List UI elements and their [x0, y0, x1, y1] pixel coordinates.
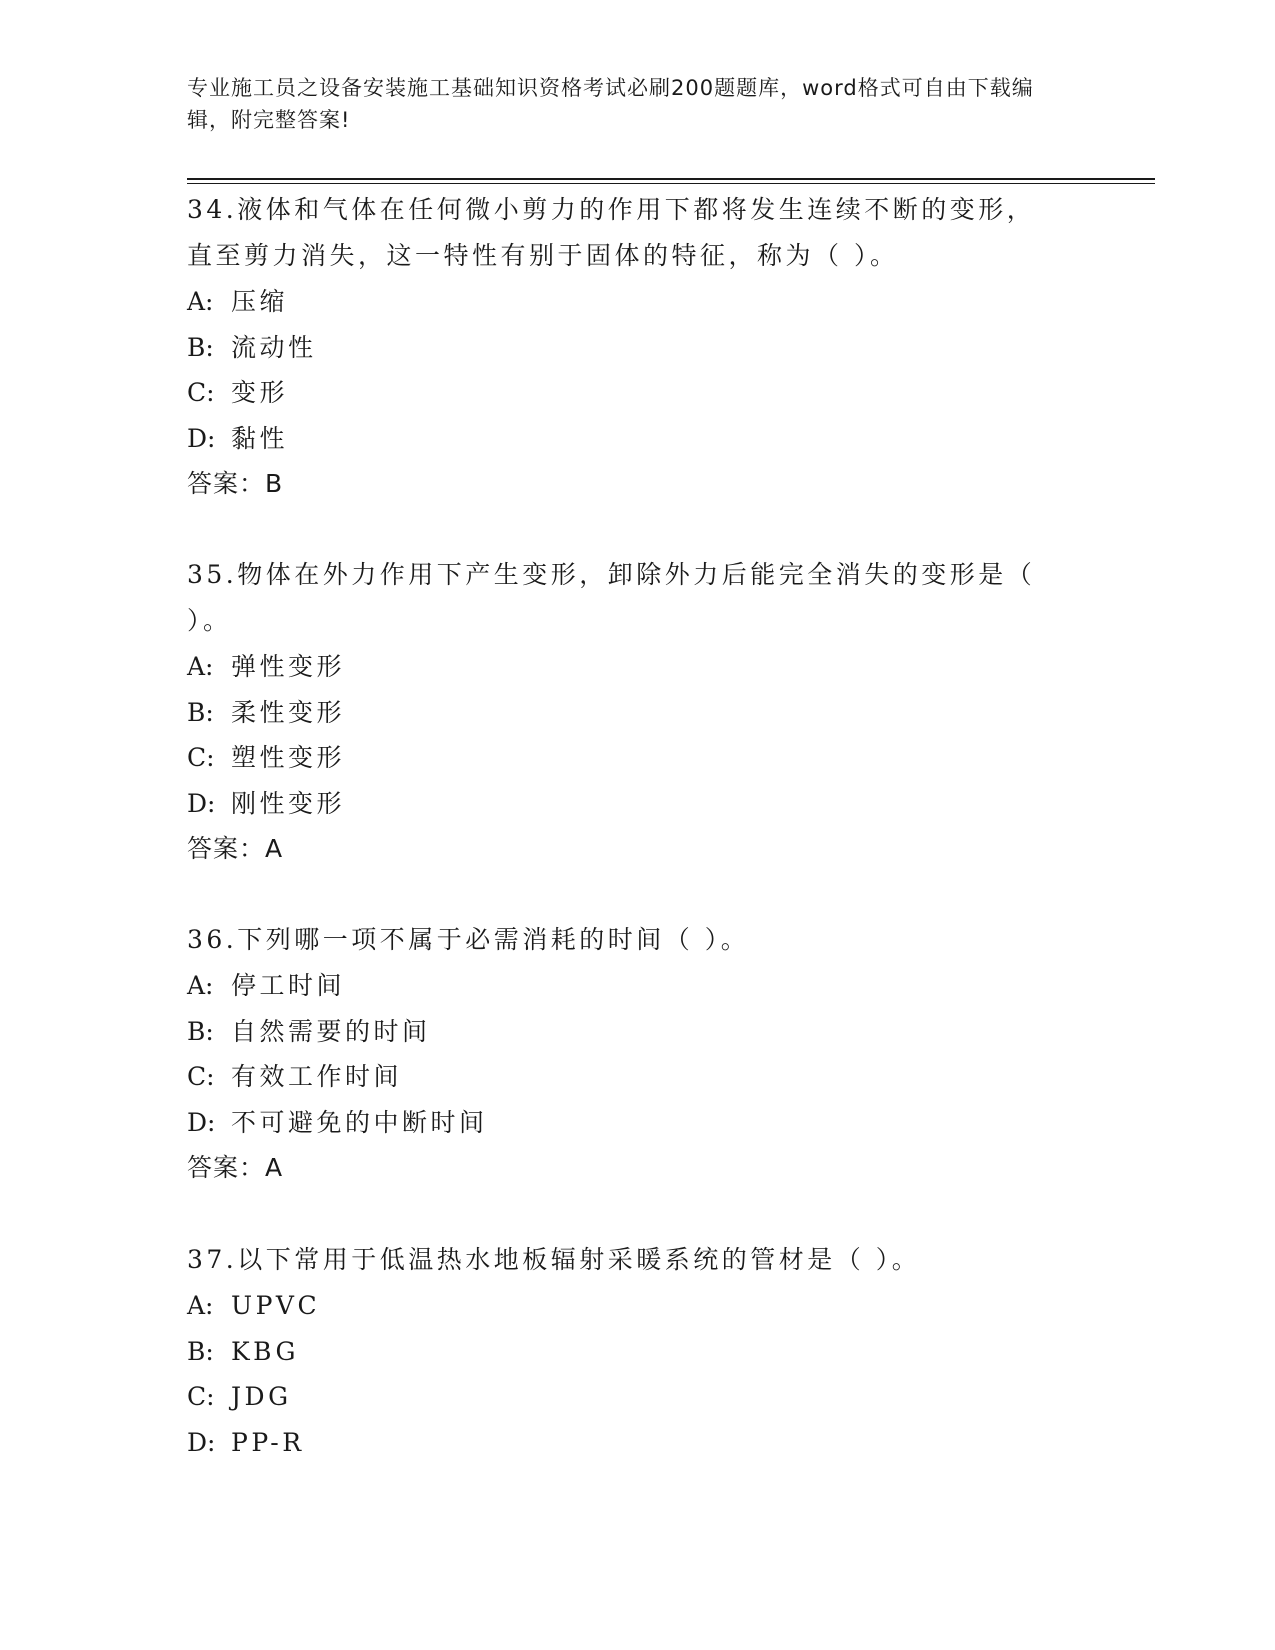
- option-text: 黏性: [231, 423, 289, 453]
- option-letter: B:: [187, 1336, 214, 1366]
- option-text: 弹性变形: [231, 652, 346, 681]
- option-text: 刚性变形: [231, 788, 346, 818]
- answer: 答案：A: [187, 834, 284, 863]
- option-a: [187, 644, 1087, 690]
- option-text: 压缩: [231, 287, 289, 316]
- option-letter: B:: [187, 332, 214, 362]
- option-letter: A:: [187, 971, 214, 1000]
- option-b: [187, 1009, 1087, 1055]
- option-text: 停工时间: [231, 971, 346, 1000]
- option-b: [187, 325, 1087, 371]
- option-text: 变形: [231, 378, 289, 407]
- option-letter: C:: [187, 1382, 215, 1411]
- option-letter: C:: [187, 743, 215, 772]
- option-text: KBG: [231, 1336, 299, 1366]
- question-stem: 37.以下常用于低温热水地板辐射采暖系统的管材是（ ）。: [187, 1245, 921, 1274]
- question-36: [187, 917, 1087, 1191]
- option-c: [187, 1374, 1087, 1420]
- option-c: [187, 1054, 1087, 1100]
- option-a: [187, 279, 1087, 325]
- document-header: 专业施工员之设备安装施工基础知识资格考试必刷200题题库，word格式可自由下载编辑，附完整答案!: [187, 76, 1034, 132]
- option-letter: C:: [187, 378, 215, 407]
- option-text: 柔性变形: [231, 697, 346, 727]
- option-c: [187, 370, 1087, 416]
- option-letter: B:: [187, 1016, 214, 1046]
- question-37: [187, 1237, 1087, 1465]
- question-stem: 36.下列哪一项不属于必需消耗的时间（ ）。: [187, 925, 750, 954]
- option-a: [187, 963, 1087, 1009]
- question-stem: 34.液体和气体在任何微小剪力的作用下都将发生连续不断的变形，直至剪力消失，这一特性有别于固体的特征，称为（ ）。: [187, 195, 1036, 270]
- option-d: [187, 416, 1087, 462]
- option-text: 自然需要的时间: [231, 1016, 431, 1046]
- option-letter: B:: [187, 697, 214, 727]
- answer: 答案：B: [187, 469, 284, 498]
- option-letter: D:: [187, 1427, 216, 1457]
- option-text: JDG: [231, 1382, 292, 1411]
- question-35: [187, 552, 1087, 872]
- option-d: [187, 1420, 1087, 1466]
- header-divider-bottom: [187, 183, 1155, 184]
- option-letter: A:: [187, 287, 214, 316]
- option-text: 有效工作时间: [231, 1062, 403, 1091]
- option-a: [187, 1283, 1087, 1329]
- option-text: 塑性变形: [231, 743, 346, 772]
- option-text: PP-R: [231, 1427, 305, 1457]
- option-b: [187, 690, 1087, 736]
- option-letter: A:: [187, 652, 214, 681]
- question-34: [187, 187, 1087, 507]
- option-d: [187, 781, 1087, 827]
- option-letter: C:: [187, 1062, 215, 1091]
- option-letter: A:: [187, 1291, 214, 1320]
- answer: 答案：A: [187, 1153, 284, 1182]
- question-stem: 35.物体在外力作用下产生变形，卸除外力后能完全消失的变形是（ ）。: [187, 560, 1036, 635]
- option-letter: D:: [187, 423, 216, 453]
- option-letter: D:: [187, 788, 216, 818]
- option-d: [187, 1100, 1087, 1146]
- option-text: 不可避免的中断时间: [231, 1107, 488, 1137]
- option-c: [187, 735, 1087, 781]
- option-text: 流动性: [231, 332, 317, 362]
- option-b: [187, 1329, 1087, 1375]
- option-letter: D:: [187, 1107, 216, 1137]
- header-divider-top: [187, 178, 1155, 180]
- option-text: UPVC: [231, 1291, 321, 1320]
